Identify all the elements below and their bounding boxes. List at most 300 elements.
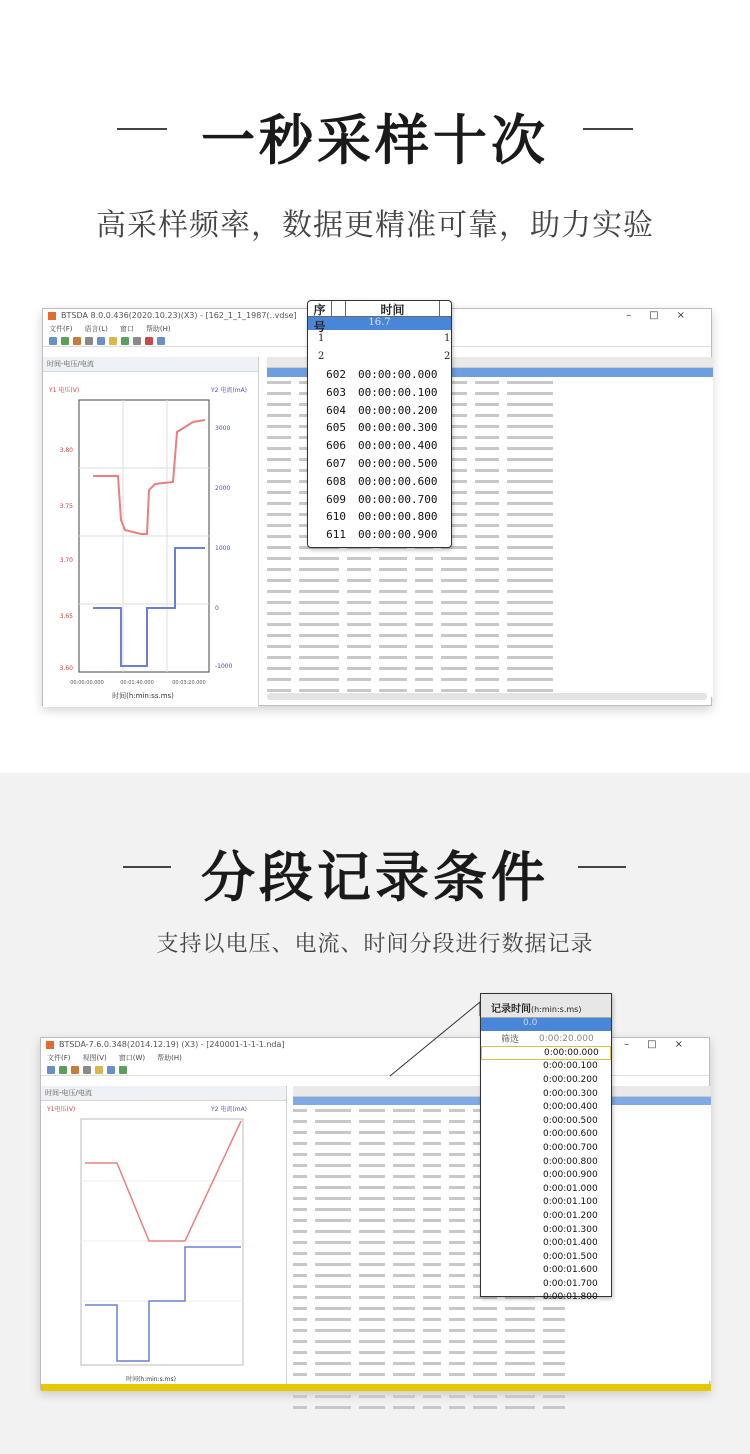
y2-tick: 2000: [215, 485, 231, 492]
popup-row[interactable]: 0:00:00.900: [543, 1170, 598, 1181]
table-row[interactable]: [267, 663, 713, 674]
table-cell: [315, 1131, 351, 1134]
table-cell: [347, 612, 371, 615]
popup-row[interactable]: 0:00:01.800: [543, 1292, 598, 1303]
legend-current: Y2 电流(mA): [211, 387, 248, 394]
table-cell: [299, 568, 339, 571]
table-cell: [507, 612, 553, 615]
table-cell: [393, 1362, 415, 1365]
table-cell: [315, 1230, 351, 1233]
table-cell: [315, 1208, 351, 1211]
toolbar-icon[interactable]: [83, 1066, 91, 1074]
toolbar-icon[interactable]: [95, 1066, 103, 1074]
table-cell: [449, 1241, 465, 1244]
table-cell: [359, 1186, 385, 1189]
table-cell: [379, 568, 407, 571]
table-row[interactable]: [267, 575, 713, 586]
table-row[interactable]: [293, 1347, 711, 1358]
menu-window[interactable]: 窗口(W): [118, 1054, 146, 1062]
table-cell: [393, 1175, 415, 1178]
table-cell: [359, 1362, 385, 1365]
popup-row[interactable]: 0:00:00.200: [543, 1074, 598, 1085]
table-cell: [293, 1329, 307, 1332]
toolbar-icon[interactable]: [49, 337, 57, 345]
table-cell: [267, 535, 291, 538]
table-cell: [475, 381, 499, 384]
table-cell: [379, 601, 407, 604]
popup-row[interactable]: 0:00:00.100: [543, 1061, 598, 1072]
table-cell: [315, 1109, 351, 1112]
table-cell: [315, 1153, 351, 1156]
table-cell: [359, 1351, 385, 1354]
table-cell: [441, 568, 467, 571]
table-cell: [507, 491, 553, 494]
table-cell: [315, 1296, 351, 1299]
table-cell: [299, 678, 339, 681]
table-cell: [359, 1406, 385, 1409]
table-cell: [293, 1230, 307, 1233]
popup-row[interactable]: [308, 366, 451, 384]
table-cell: [267, 557, 291, 560]
popup-row[interactable]: [308, 508, 451, 526]
table-cell: [299, 634, 339, 637]
table-cell: [475, 601, 499, 604]
table-cell: [293, 1307, 307, 1310]
table-cell: [359, 1252, 385, 1255]
toolbar-icon[interactable]: [109, 337, 117, 345]
popup-row[interactable]: [308, 419, 451, 437]
popup-row[interactable]: [308, 383, 451, 401]
popup-row[interactable]: 0:00:01.600: [543, 1265, 598, 1276]
table-cell: [473, 1406, 497, 1409]
table-cell: [507, 392, 553, 395]
table-cell: [449, 1230, 465, 1233]
chart-tab[interactable]: 时间-电压/电流: [41, 1086, 286, 1101]
popup-row[interactable]: 0:00:00.400: [543, 1102, 598, 1113]
table-cell: [359, 1296, 385, 1299]
toolbar-icon[interactable]: [121, 337, 129, 345]
table-cell: [441, 667, 467, 670]
table-cell: [473, 1362, 497, 1365]
row-time: 00:00:00.400: [358, 439, 438, 453]
popup-row[interactable]: 0:00:01.000: [543, 1183, 598, 1194]
table-cell: [299, 590, 339, 593]
app-icon: [48, 312, 56, 320]
table-cell: [293, 1186, 307, 1189]
popup-row[interactable]: 0:00:01.100: [543, 1197, 598, 1208]
chart-pane: [43, 357, 259, 707]
table-cell: [423, 1318, 441, 1321]
popup-subrow: [308, 330, 451, 348]
table-cell: [475, 557, 499, 560]
table-cell: [315, 1307, 351, 1310]
table-cell: [475, 612, 499, 615]
toolbar-icon[interactable]: [145, 337, 153, 345]
table-cell: [423, 1307, 441, 1310]
table-cell: [299, 645, 339, 648]
table-cell: [449, 1285, 465, 1288]
table-cell: [441, 678, 467, 681]
row-index: 604: [326, 403, 346, 417]
table-cell: [315, 1274, 351, 1277]
table-cell: [293, 1164, 307, 1167]
table-cell: [393, 1373, 415, 1376]
table-cell: [393, 1318, 415, 1321]
table-cell: [449, 1219, 465, 1222]
horizontal-scrollbar[interactable]: [267, 693, 707, 700]
table-cell: [507, 447, 553, 450]
table-cell: [507, 568, 553, 571]
table-cell: [315, 1263, 351, 1266]
table-cell: [423, 1230, 441, 1233]
table-cell: [359, 1109, 385, 1112]
table-row[interactable]: [293, 1303, 711, 1314]
table-cell: [473, 1318, 497, 1321]
table-row[interactable]: [293, 1402, 711, 1413]
table-cell: [423, 1175, 441, 1178]
table-cell: [507, 579, 553, 582]
table-cell: [347, 623, 371, 626]
x-tick: 00:00:00.000: [70, 680, 104, 686]
table-cell: [359, 1241, 385, 1244]
table-cell: [393, 1329, 415, 1332]
row-index: 602: [326, 367, 346, 381]
popup-selected-row[interactable]: 0.0: [481, 1018, 611, 1031]
table-cell: [293, 1351, 307, 1354]
popup-row[interactable]: [308, 401, 451, 419]
popup-rows: [481, 1046, 611, 1304]
toolbar-icon[interactable]: [47, 1066, 55, 1074]
table-cell: [347, 568, 371, 571]
toolbar-icon[interactable]: [133, 337, 141, 345]
row-time: 00:00:00.100: [358, 385, 438, 399]
table-row[interactable]: [267, 586, 713, 597]
filter-label: 筛选: [501, 1035, 520, 1045]
table-cell: [359, 1329, 385, 1332]
table-cell: [315, 1351, 351, 1354]
x-axis-label: 时间(h:min:s.ms): [126, 1376, 176, 1383]
voltage-current-chart: [43, 372, 259, 708]
table-cell: [379, 656, 407, 659]
voltage-current-chart: [41, 1101, 287, 1385]
table-row[interactable]: [267, 674, 713, 685]
table-cell: [475, 579, 499, 582]
table-cell: [543, 1373, 565, 1376]
table-cell: [423, 1153, 441, 1156]
popup-row[interactable]: [308, 472, 451, 490]
table-row[interactable]: [267, 608, 713, 619]
popup-row[interactable]: 0:00:01.700: [543, 1278, 598, 1289]
popup-row[interactable]: [308, 437, 451, 455]
table-cell: [347, 579, 371, 582]
table-cell: [507, 403, 553, 406]
table-row[interactable]: [267, 619, 713, 630]
legend-voltage: Y1电压(V): [47, 1106, 76, 1113]
table-cell: [359, 1219, 385, 1222]
table-cell: [315, 1175, 351, 1178]
popup-subrow: [308, 348, 451, 366]
row-index: 609: [326, 492, 346, 506]
table-cell: [505, 1351, 535, 1354]
table-cell: [347, 590, 371, 593]
table-row[interactable]: [293, 1336, 711, 1347]
table-cell: [359, 1373, 385, 1376]
table-cell: [379, 623, 407, 626]
table-row[interactable]: [293, 1391, 711, 1402]
table-cell: [393, 1351, 415, 1354]
table-cell: [473, 1373, 497, 1376]
table-cell: [475, 678, 499, 681]
table-cell: [393, 1252, 415, 1255]
table-cell: [507, 502, 553, 505]
table-row[interactable]: [267, 564, 713, 575]
table-cell: [347, 656, 371, 659]
table-cell: [315, 1373, 351, 1376]
table-cell: [299, 623, 339, 626]
x-tick: 00:03:20.000: [172, 680, 206, 686]
table-cell: [423, 1340, 441, 1343]
table-cell: [267, 689, 291, 692]
menu-file[interactable]: 文件(F): [47, 1054, 71, 1062]
table-cell: [449, 1296, 465, 1299]
popup-row[interactable]: 0:00:00.300: [543, 1088, 598, 1099]
table-cell: [299, 557, 339, 560]
window-title: BTSDA 8.0.0.436(2020.10.23)(X3) - [162_1_1_1987(..vdse]: [61, 311, 297, 320]
table-cell: [359, 1142, 385, 1145]
popup-selected-row[interactable]: 16.7: [308, 317, 451, 330]
table-cell: [473, 1340, 497, 1343]
table-cell: [423, 1142, 441, 1145]
table-cell: [475, 469, 499, 472]
table-cell: [293, 1296, 307, 1299]
y1-tick: 3.60: [59, 665, 73, 672]
table-cell: [299, 667, 339, 670]
table-cell: [293, 1373, 307, 1376]
table-cell: [423, 1252, 441, 1255]
table-cell: [473, 1307, 497, 1310]
table-cell: [315, 1197, 351, 1200]
table-row[interactable]: [267, 553, 713, 564]
window-controls[interactable]: –□×: [626, 310, 703, 321]
popup-row[interactable]: [308, 455, 451, 473]
menu-help[interactable]: 帮助(H): [157, 1054, 182, 1062]
toolbar-icon[interactable]: [85, 337, 93, 345]
table-cell: [507, 689, 553, 692]
popup-filter-row[interactable]: [481, 1031, 611, 1046]
table-cell: [393, 1142, 415, 1145]
table-cell: [423, 1164, 441, 1167]
window-controls[interactable]: –□×: [624, 1039, 701, 1050]
table-cell: [293, 1340, 307, 1343]
table-cell: [423, 1208, 441, 1211]
table-cell: [267, 656, 291, 659]
popup-row[interactable]: [308, 490, 451, 508]
toolbar-icon[interactable]: [61, 337, 69, 345]
toolbar-icon[interactable]: [107, 1066, 115, 1074]
table-cell: [505, 1329, 535, 1332]
table-cell: [475, 491, 499, 494]
table-row[interactable]: [267, 652, 713, 663]
table-cell: [393, 1285, 415, 1288]
table-cell: [315, 1406, 351, 1409]
popup-row[interactable]: 0:00:01.500: [543, 1251, 598, 1262]
table-cell: [359, 1164, 385, 1167]
table-cell: [423, 1406, 441, 1409]
row-time: 00:00:00.700: [358, 492, 438, 506]
menu-help[interactable]: 帮助(H): [145, 325, 171, 333]
menu-file[interactable]: 文件(F): [49, 325, 73, 333]
x-axis-label: 时间(h:min:ss.ms): [112, 692, 174, 700]
row-time: 00:00:00.600: [358, 474, 438, 488]
table-cell: [543, 1307, 565, 1310]
popup-row[interactable]: [308, 526, 451, 544]
table-cell: [507, 381, 553, 384]
table-row[interactable]: [293, 1325, 711, 1336]
table-cell: [315, 1340, 351, 1343]
table-cell: [415, 656, 433, 659]
table-cell: [267, 513, 291, 516]
table-cell: [543, 1395, 565, 1398]
table-cell: [507, 678, 553, 681]
table-cell: [449, 1318, 465, 1321]
window-title: BTSDA-7.6.0.348(2014.12.19) (X3) - [240001-1-1-1.nda]: [59, 1040, 285, 1049]
table-cell: [475, 667, 499, 670]
popup-row[interactable]: 0:00:00.000: [481, 1046, 611, 1060]
table-cell: [441, 579, 467, 582]
table-cell: [449, 1252, 465, 1255]
popup-row[interactable]: 0:00:00.600: [543, 1129, 598, 1140]
table-cell: [415, 590, 433, 593]
toolbar-icon[interactable]: [119, 1066, 127, 1074]
table-cell: [293, 1395, 307, 1398]
table-cell: [505, 1373, 535, 1376]
popup-title-unit: (h:min:s.ms): [531, 1005, 582, 1014]
row-index: 611: [326, 528, 346, 542]
y2-tick: 0: [215, 605, 219, 612]
table-cell: [267, 502, 291, 505]
table-cell: [449, 1373, 465, 1376]
table-cell: [393, 1307, 415, 1310]
table-cell: [359, 1307, 385, 1310]
toolbar-icon[interactable]: [59, 1066, 67, 1074]
table-cell: [379, 634, 407, 637]
menu-language[interactable]: 语言(L): [84, 325, 108, 333]
record-time-popup: [480, 993, 612, 1303]
popup-title: 记录时间: [491, 1004, 531, 1015]
table-cell: [379, 645, 407, 648]
table-cell: [359, 1285, 385, 1288]
table-cell: [293, 1219, 307, 1222]
table-cell: [293, 1263, 307, 1266]
y2-tick: 3000: [215, 425, 231, 432]
table-cell: [441, 656, 467, 659]
table-cell: [267, 425, 291, 428]
table-cell: [267, 634, 291, 637]
table-cell: [507, 513, 553, 516]
table-cell: [475, 656, 499, 659]
popup-row[interactable]: 0:00:01.400: [543, 1238, 598, 1249]
table-cell: [359, 1274, 385, 1277]
table-row[interactable]: [267, 641, 713, 652]
table-cell: [293, 1197, 307, 1200]
table-cell: [449, 1153, 465, 1156]
popup-row[interactable]: 0:00:01.300: [543, 1224, 598, 1235]
table-cell: [267, 403, 291, 406]
table-cell: [441, 634, 467, 637]
table-cell: [415, 623, 433, 626]
plot-area: [81, 1119, 243, 1365]
table-cell: [423, 1395, 441, 1398]
toolbar-icon[interactable]: [97, 337, 105, 345]
table-cell: [393, 1230, 415, 1233]
table-cell: [505, 1395, 535, 1398]
table-cell: [423, 1219, 441, 1222]
popup-row[interactable]: 0:00:00.700: [543, 1142, 598, 1153]
app-icon: [46, 1041, 54, 1049]
table-cell: [543, 1351, 565, 1354]
chart-tab[interactable]: 时间-电压/电流: [43, 357, 258, 372]
table-cell: [267, 447, 291, 450]
table-cell: [415, 601, 433, 604]
legend-current: Y2 电流(mA): [211, 1106, 248, 1113]
table-cell: [505, 1362, 535, 1365]
table-cell: [315, 1362, 351, 1365]
table-cell: [315, 1142, 351, 1145]
table-cell: [475, 436, 499, 439]
table-cell: [293, 1208, 307, 1211]
menu-window[interactable]: 窗口: [119, 325, 134, 333]
popup-row[interactable]: 0:00:00.500: [543, 1115, 598, 1126]
table-cell: [505, 1406, 535, 1409]
table-cell: [347, 667, 371, 670]
table-cell: [505, 1307, 535, 1310]
table-cell: [293, 1274, 307, 1277]
table-cell: [379, 579, 407, 582]
table-row[interactable]: [293, 1314, 711, 1325]
popup-row[interactable]: 0:00:00.800: [543, 1156, 598, 1167]
table-row[interactable]: [267, 597, 713, 608]
toolbar-icon[interactable]: [73, 337, 81, 345]
table-cell: [379, 678, 407, 681]
table-cell: [267, 645, 291, 648]
table-cell: [267, 590, 291, 593]
table-cell: [423, 1274, 441, 1277]
table-cell: [441, 623, 467, 626]
table-row[interactable]: [293, 1369, 711, 1380]
table-cell: [507, 656, 553, 659]
table-row[interactable]: [267, 630, 713, 641]
table-cell: [423, 1329, 441, 1332]
popup-row[interactable]: 0:00:01.200: [543, 1210, 598, 1221]
table-cell: [475, 623, 499, 626]
table-cell: [423, 1373, 441, 1376]
menu-view[interactable]: 视图(V): [82, 1054, 107, 1062]
table-cell: [507, 425, 553, 428]
table-cell: [393, 1219, 415, 1222]
toolbar-icon[interactable]: [157, 337, 165, 345]
headline-segmented: 分段记录条件: [201, 846, 549, 909]
table-cell: [475, 458, 499, 461]
table-cell: [267, 579, 291, 582]
table-row[interactable]: [293, 1358, 711, 1369]
subtitle-sampling: 高采样频率，数据更精准可靠，助力实验: [96, 208, 654, 243]
table-cell: [359, 1318, 385, 1321]
table-cell: [359, 1230, 385, 1233]
table-cell: [449, 1164, 465, 1167]
table-cell: [507, 480, 553, 483]
table-cell: [267, 601, 291, 604]
toolbar-icon[interactable]: [71, 1066, 79, 1074]
